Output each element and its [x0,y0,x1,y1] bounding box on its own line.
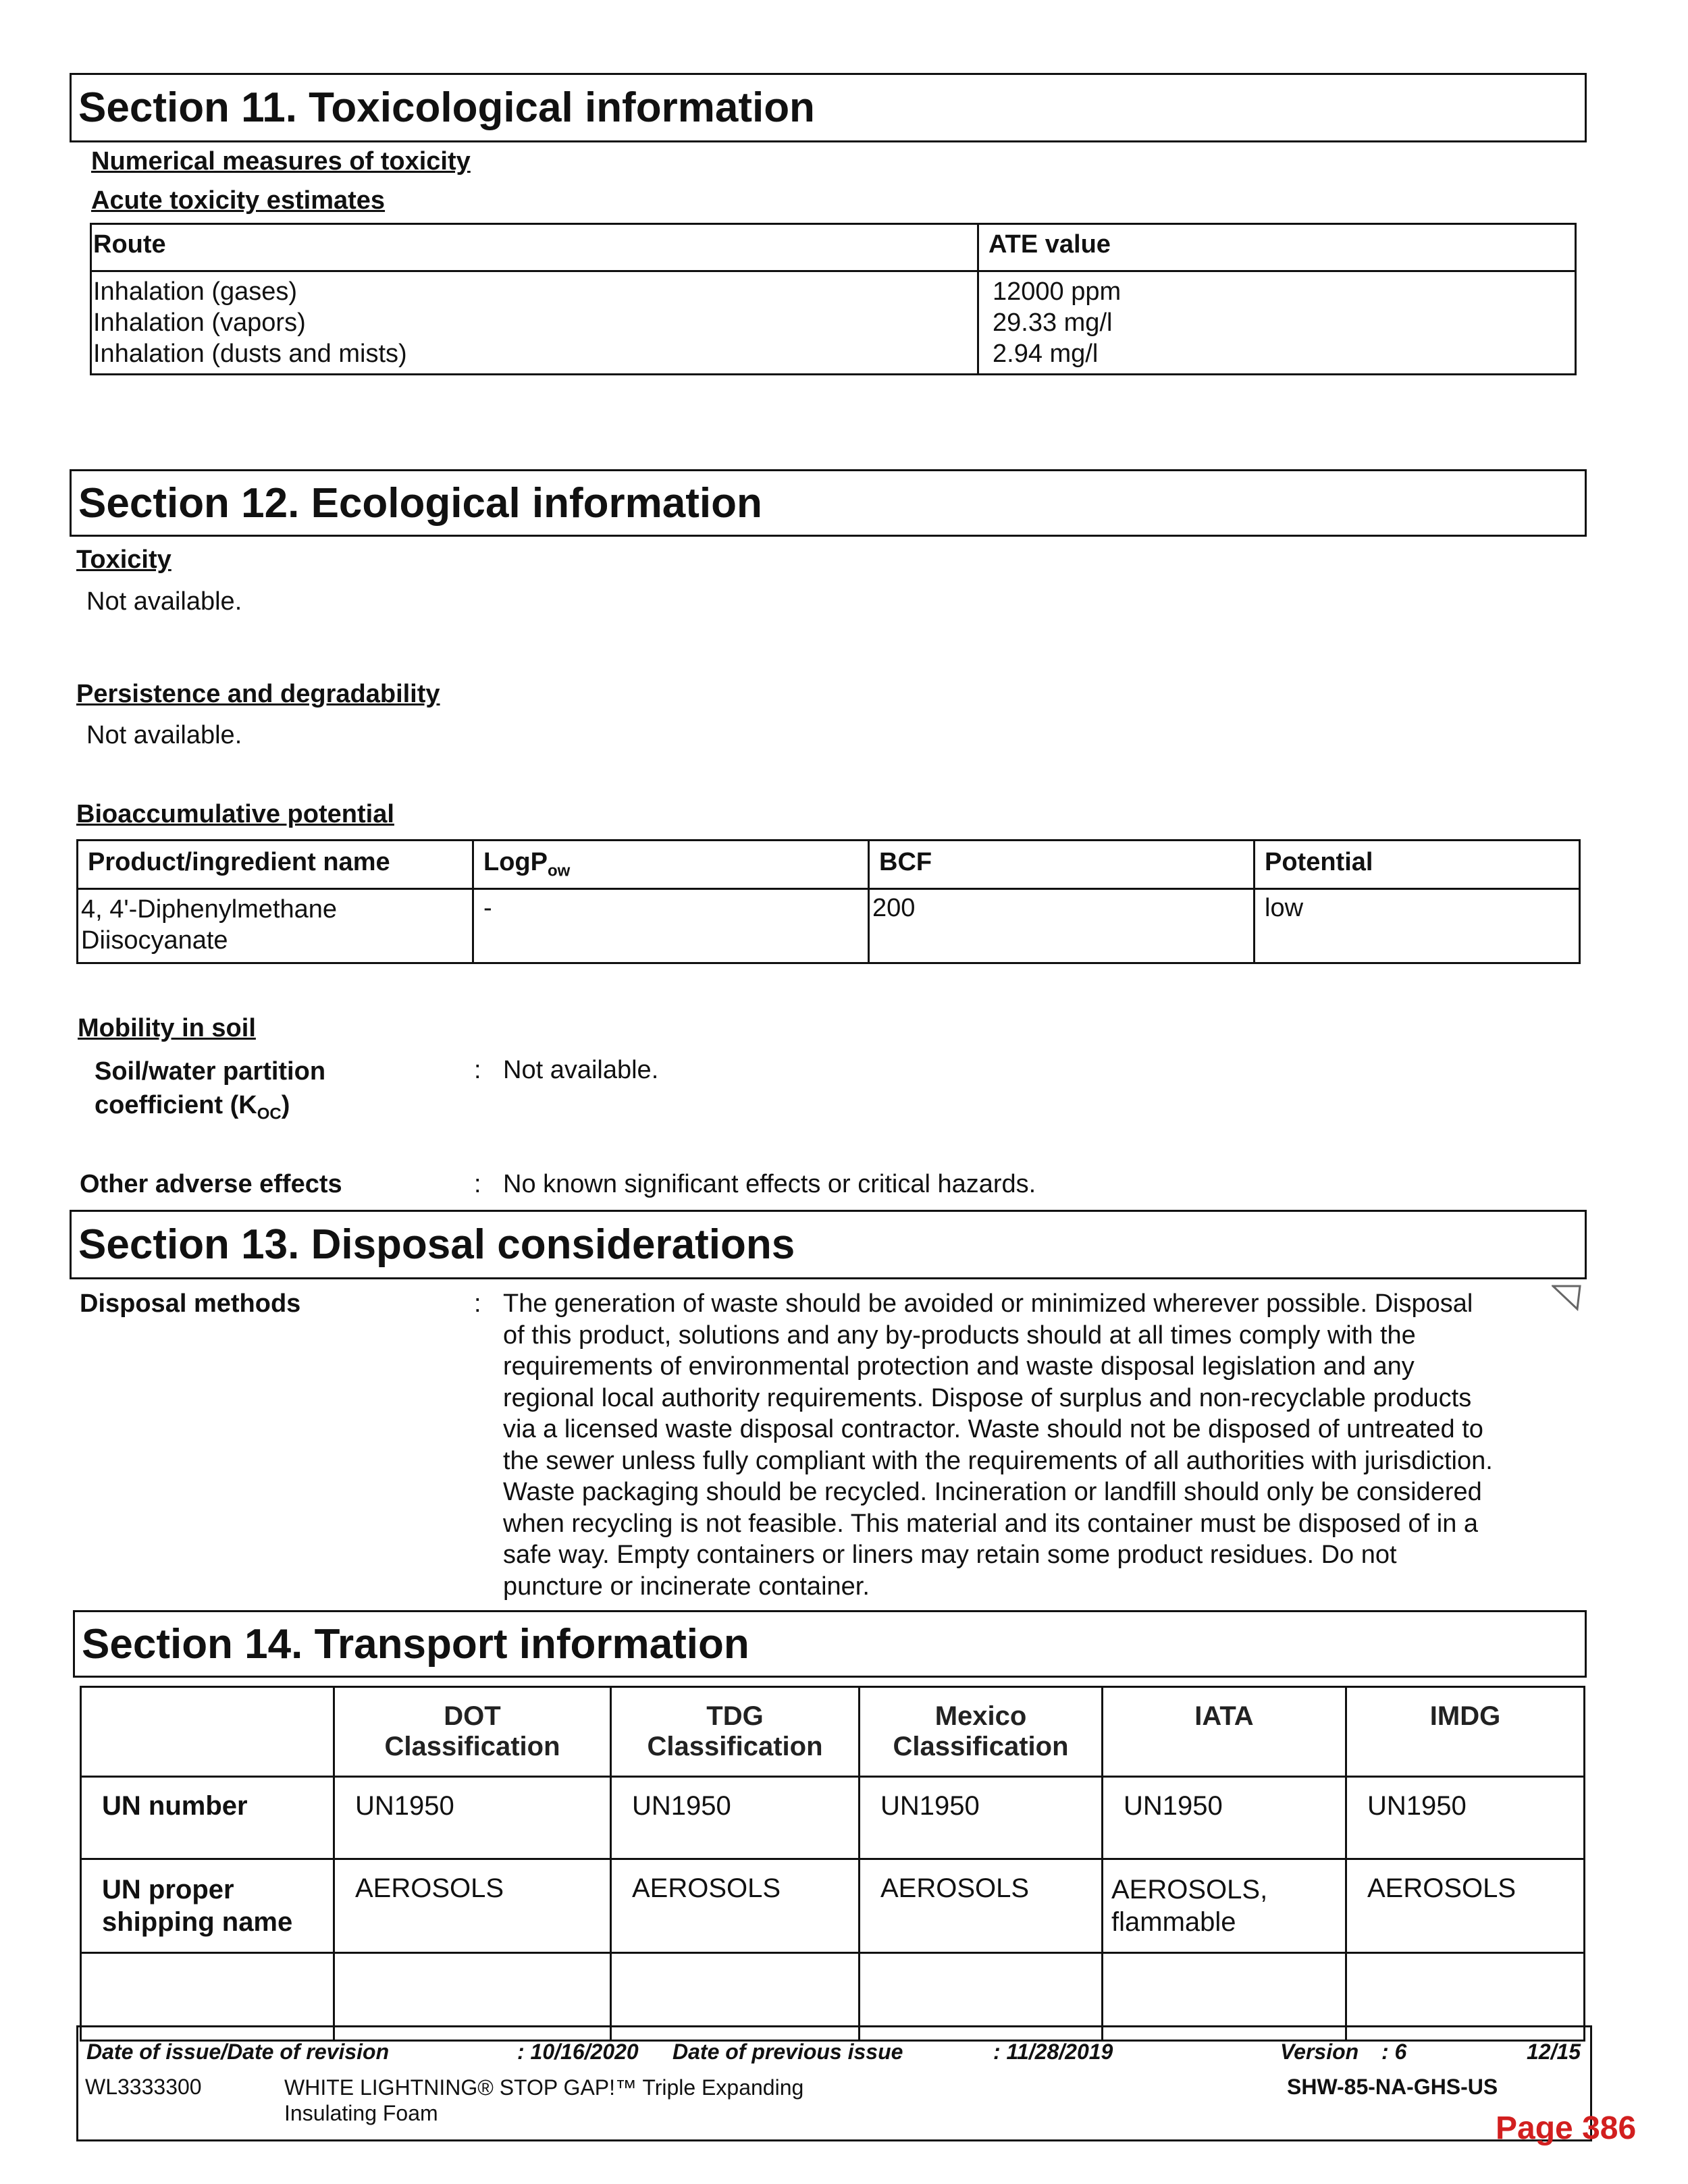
koc-label [95,1055,325,1131]
route-item: Inhalation (vapors) [93,309,306,337]
disposal-line: regional local authority requirements. Dispose of surplus and non-recyclable products [503,1383,1472,1412]
shipping-line: AEROSOLS [632,1873,781,1903]
other-effects-value: No known significant effects or critical hazards. [503,1170,1036,1198]
un-number-cell: UN1950 [860,1777,1103,1859]
transport-corner-cell [81,1687,334,1777]
disposal-methods-text [503,1288,1493,1602]
disposal-line: the sewer unless fully compliant with the requirements of all authorities with jurisdiction. [503,1446,1493,1475]
disposal-line: The generation of waste should be avoided or minimized wherever possible. Disposal [503,1289,1473,1318]
un-number-cell: UN1950 [611,1777,860,1859]
shipping-line: AEROSOLS [1367,1873,1516,1903]
section-12-title: Section 12. Ecological information [78,479,762,527]
page-stamp: Page 386 [1496,2110,1637,2146]
koc-label-text: coefficient (K [95,1091,257,1119]
logpow-header [473,841,869,889]
ate-value-cell [978,271,1576,375]
un-number-label: UN number [81,1777,334,1859]
koc-colon: : [474,1056,481,1084]
ate-table [90,223,1577,375]
page-corner-mark-icon [1552,1285,1582,1312]
bioaccumulative-heading: Bioaccumulative potential [76,800,394,828]
col-tdg [611,1687,860,1777]
shipping-label-line: UN proper [102,1875,234,1905]
koc-subscript: OC [257,1104,282,1123]
ate-header: ATE value [978,224,1576,271]
col-header-line: TDG [706,1701,764,1731]
potential-header: Potential [1255,841,1580,889]
document-id: SHW-85-NA-GHS-US [1287,2075,1498,2099]
col-header-line: Classification [384,1732,560,1761]
route-header: Route [91,224,978,271]
shipping-label-line: shipping name [102,1907,293,1937]
persistence-value: Not available. [86,721,242,749]
section-11-header [70,73,1587,142]
transport-table [80,1686,1585,2042]
section-13-title: Section 13. Disposal considerations [78,1221,795,1268]
shipping-name-cell [611,1859,860,1953]
col-header-line: DOT [444,1701,501,1731]
koc-value: Not available. [503,1056,659,1084]
un-number-cell: UN1950 [1346,1777,1585,1859]
col-dot [334,1687,611,1777]
toxicity-heading: Toxicity [76,545,172,574]
numerical-measures-heading: Numerical measures of toxicity [91,147,471,176]
product-name-line: Insulating Foam [284,2101,438,2125]
previous-issue-value: : 11/28/2019 [993,2040,1113,2064]
page-number: 12/15 [1527,2040,1581,2064]
un-number-cell: UN1950 [1103,1777,1346,1859]
disposal-methods-label: Disposal methods [80,1289,301,1318]
product-name-line: WHITE LIGHTNING® STOP GAP!™ Triple Expanding [284,2075,804,2100]
ingredient-name-line: Diisocyanate [81,926,228,955]
shipping-name-cell [1346,1859,1585,1953]
shipping-line: AEROSOLS, [1111,1875,1268,1905]
product-code: WL3333300 [85,2075,202,2099]
previous-issue-label: Date of previous issue [672,2040,903,2064]
route-item: Inhalation (dusts and mists) [93,340,407,368]
disposal-line: when recycling is not feasible. This material and its container must be disposed of in a [503,1509,1479,1538]
ate-value: 2.94 mg/l [993,340,1099,368]
disposal-line: requirements of environmental protection and waste disposal legislation and any [503,1352,1415,1381]
shipping-name-cell [334,1859,611,1953]
col-iata [1103,1687,1346,1777]
disposal-line: puncture or incinerate container. [503,1572,870,1601]
mobility-heading: Mobility in soil [78,1014,256,1042]
other-effects-colon: : [474,1170,481,1198]
disposal-colon: : [474,1289,481,1318]
section-13-header [70,1210,1587,1279]
un-number-cell: UN1950 [334,1777,611,1859]
route-cell [91,271,978,375]
issue-date-label: Date of issue/Date of revision [86,2040,390,2064]
section-11-title: Section 11. Toxicological information [78,84,815,131]
shipping-line: AEROSOLS [880,1873,1030,1903]
toxicity-value: Not available. [86,587,242,616]
col-mexico [860,1687,1103,1777]
persistence-heading: Persistence and degradability [76,680,440,708]
bcf-cell: 200 [869,889,1255,963]
col-header-line: Classification [647,1732,823,1761]
product-name [284,2075,803,2126]
ate-value: 12000 ppm [993,277,1122,306]
shipping-name-cell [860,1859,1103,1953]
acute-toxicity-heading: Acute toxicity estimates [91,186,386,215]
bioaccumulative-table [76,839,1581,964]
other-effects-label: Other adverse effects [80,1170,342,1198]
shipping-name-label [81,1859,334,1953]
section-14-title: Section 14. Transport information [82,1620,749,1668]
logp-label: LogP [483,848,548,876]
col-header-line: Mexico [934,1701,1027,1731]
koc-label-line [95,1088,325,1131]
ingredient-name-line: 4, 4'-Diphenylmethane [81,895,338,924]
version-label: Version [1280,2040,1359,2064]
bcf-header: BCF [869,841,1255,889]
route-item: Inhalation (gases) [93,277,298,306]
shipping-line: flammable [1111,1907,1236,1937]
page-footer [76,2025,1592,2141]
col-header-line: Classification [893,1732,1069,1761]
col-header-line: IATA [1194,1701,1254,1731]
product-name-header: Product/ingredient name [78,841,473,889]
section-12-header [70,469,1587,537]
disposal-line: Waste packaging should be recycled. Incineration or landfill should only be considered [503,1478,1482,1506]
disposal-line: safe way. Empty containers or liners may retain some product residues. Do not [503,1541,1397,1569]
logp-subscript: ow [547,861,571,880]
logpow-cell: - [473,889,869,963]
koc-label-line: Soil/water partition [95,1057,326,1086]
col-header-line: IMDG [1429,1701,1501,1731]
col-imdg [1346,1687,1585,1777]
section-14-header [73,1610,1587,1678]
shipping-name-cell [1103,1859,1346,1953]
disposal-line: of this product, solutions and any by-products should at all times comply with the [503,1321,1416,1350]
disposal-line: via a licensed waste disposal contractor. Waste should not be disposed of untreated to [503,1415,1483,1443]
potential-cell: low [1255,889,1580,963]
koc-label-close: ) [281,1091,290,1119]
ingredient-name-cell [78,889,473,963]
shipping-line: AEROSOLS [355,1873,504,1903]
ate-value: 29.33 mg/l [993,309,1113,337]
issue-date-value: : 10/16/2020 [517,2040,639,2064]
version-value: : 6 [1381,2040,1407,2064]
